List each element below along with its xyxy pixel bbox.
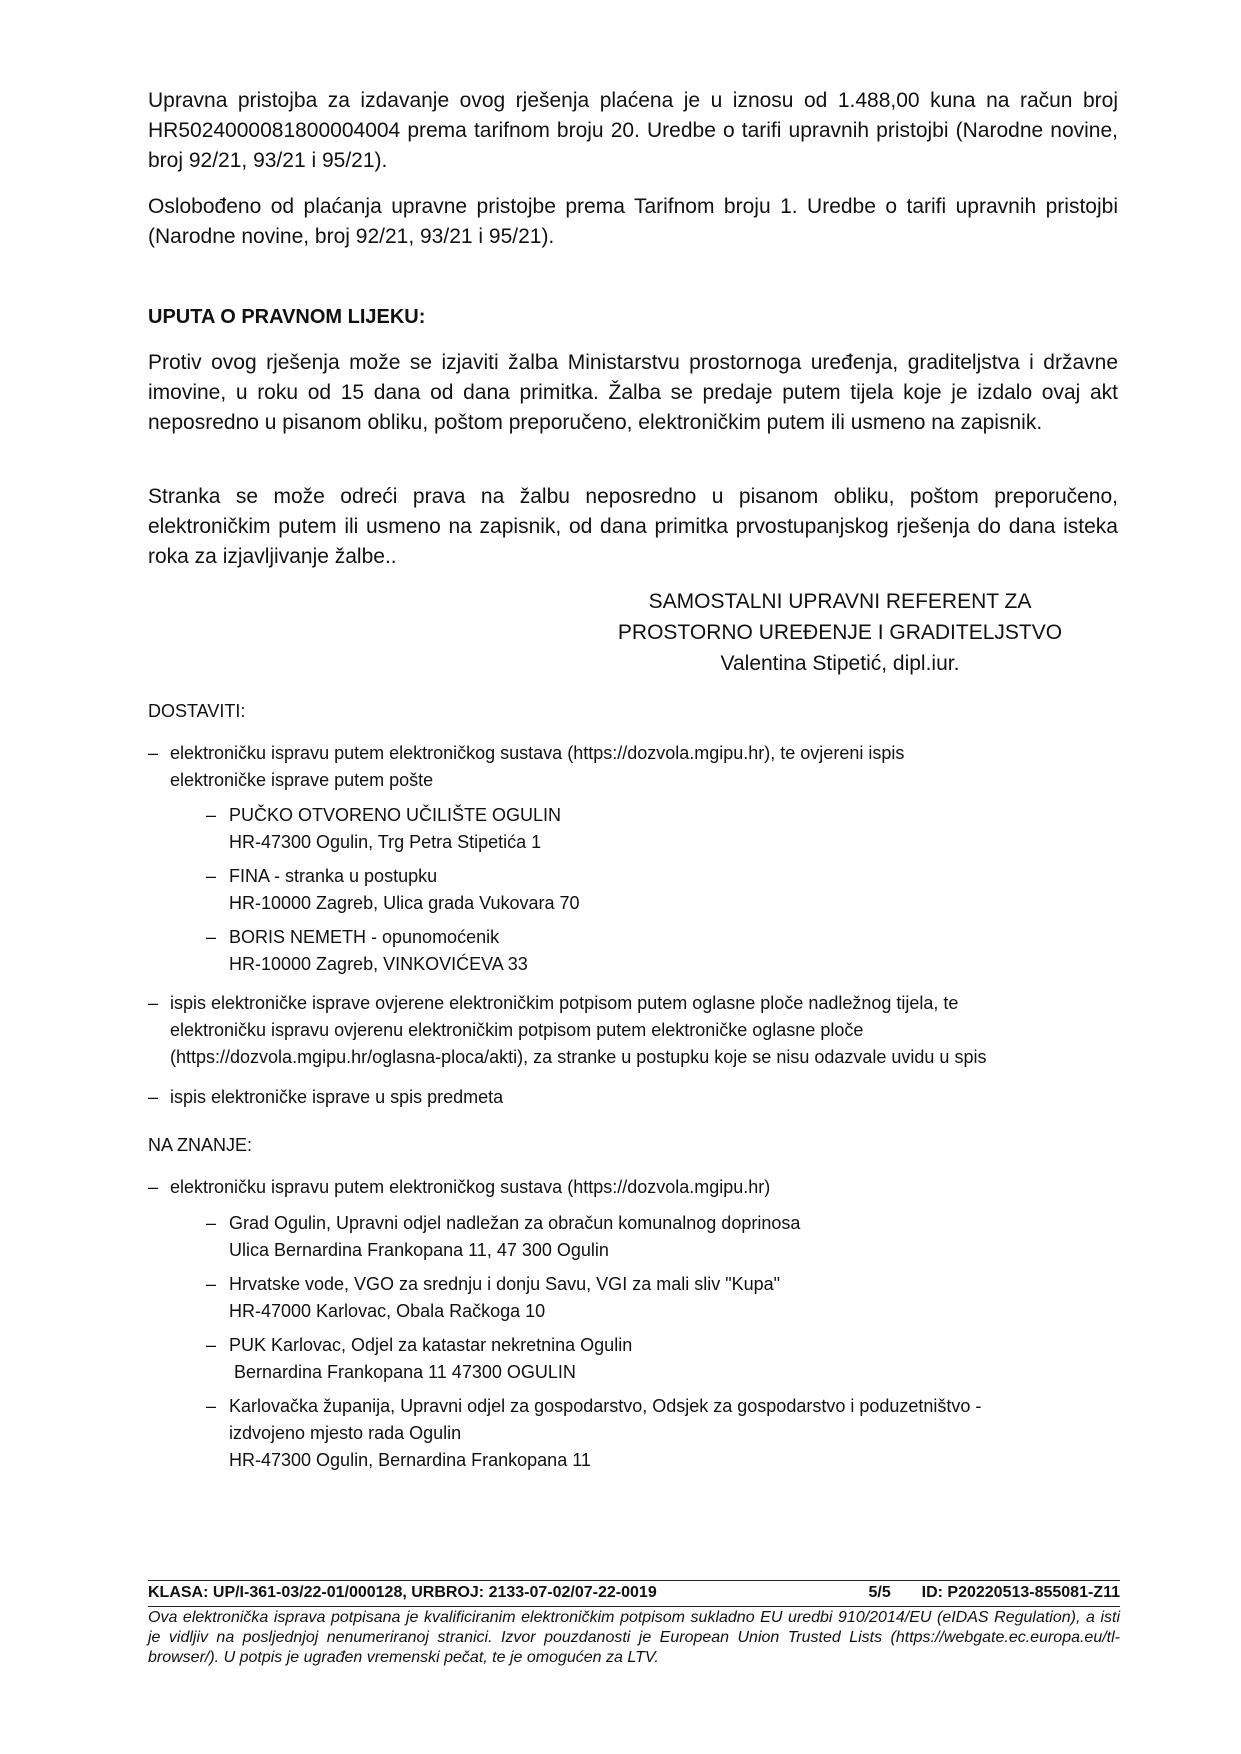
signature-title-2: PROSTORNO UREĐENJE I GRADITELJSTVO: [617, 621, 1063, 644]
list-dash: –: [206, 927, 217, 947]
deliver-item-2-line-3: (https://dozvola.mgipu.hr/oglasna-ploca/akti), za stranke u postupku koje se nisu odazvale uvidu u spis: [170, 1047, 987, 1067]
footer-signature-note: Ova elektronička isprava potpisana je kvalificiranim elektroničkim potpisom sukladno EU uredbi 910/2014/EU (eIDAS Regulation), a isti je vidljiv na posljednjoj nenumeriranoj stranici. Izvor pouzdanosti je European Union Trusted Lists (https://webgate.ec.europa.eu/tl-browser/). U potpis je ugrađen vremenski pečat, te je omogućen za LTV.: [148, 1609, 1120, 1666]
notice-item-1: elektroničku ispravu putem elektroničkog sustava (https://dozvola.mgipu.hr): [170, 1177, 771, 1197]
list-dash: –: [206, 1213, 217, 1233]
list-dash: –: [148, 1087, 159, 1107]
notice-recipient-3-address: Bernardina Frankopana 11 47300 OGULIN: [229, 1362, 576, 1382]
legal-remedy-heading: UPUTA O PRAVNOM LIJEKU:: [148, 306, 426, 328]
notice-recipient-3-name: PUK Karlovac, Odjel za katastar nekretnina Ogulin: [229, 1335, 633, 1355]
notice-recipient-4-name: Karlovačka županija, Upravni odjel za gospodarstvo, Odsjek za gospodarstvo i poduzetništvo -: [229, 1396, 982, 1416]
deliver-item-2-line-2: elektroničku ispravu ovjerenu elektroničkim potpisom putem elektroničke oglasne ploče: [170, 1020, 864, 1040]
legal-remedy-paragraph-1: Protiv ovog rješenja može se izjaviti žalba Ministarstvu prostornoga uređenja, graditeljstva i državne imovine, u roku od 15 dana od dana primitka. Žalba se predaje putem tijela koje je izdalo ovaj akt neposredno u pisanom obliku, poštom preporučeno, elektroničkim putem ili usmeno na zapisnik.: [148, 351, 1118, 434]
list-dash: –: [148, 743, 159, 763]
list-dash: –: [206, 1396, 217, 1416]
notice-recipient-2-name: Hrvatske vode, VGO za srednju i donju Savu, VGI za mali sliv "Kupa": [229, 1274, 781, 1294]
list-dash: –: [206, 866, 217, 886]
notice-recipient-1-name: Grad Ogulin, Upravni odjel nadležan za obračun komunalnog doprinosa: [229, 1213, 801, 1233]
deliver-recipient-3-address: HR-10000 Zagreb, VINKOVIĆEVA 33: [229, 954, 528, 974]
deliver-item-1-line-1: elektroničku ispravu putem elektroničkog sustava (https://dozvola.mgipu.hr), te ovjereni ispis: [170, 743, 905, 763]
deliver-item-1-line-2: elektroničke isprave putem pošte: [170, 770, 434, 790]
notice-recipient-4-name-cont: izdvojeno mjesto rada Ogulin: [229, 1423, 462, 1443]
notice-recipient-2-address: HR-47000 Karlovac, Obala Račkoga 10: [229, 1301, 546, 1321]
deliver-recipient-2-name: FINA - stranka u postupku: [229, 866, 438, 886]
deliver-label: DOSTAVITI:: [148, 701, 246, 721]
deliver-recipient-3-name: BORIS NEMETH - opunomoćenik: [229, 927, 500, 947]
footer-rule: [148, 1606, 1120, 1607]
footer-page-number: 5/5: [868, 1584, 891, 1601]
deliver-item-3: ispis elektroničke isprave u spis predmeta: [170, 1087, 504, 1107]
legal-remedy-paragraph-2: Stranka se može odreći prava na žalbu neposredno u pisanom obliku, poštom preporučeno, elektroničkim putem ili usmeno na zapisnik, od dana primitka prvostupanjskog rješenja do dana isteka roka za izjavljivanje žalbe..: [148, 485, 1118, 568]
notice-recipient-1-address: Ulica Bernardina Frankopana 11, 47 300 Ogulin: [229, 1240, 609, 1260]
fee-paragraph: Upravna pristojba za izdavanje ovog rješenja plaćena je u iznosu od 1.488,00 kuna na račun broj HR5024000081800004004 prema tarifnom broju 20. Uredbe o tarifi upravnih pristojbi (Narodne novine, broj 92/21, 93/21 i 95/21).: [148, 89, 1118, 172]
notice-label: NA ZNANJE:: [148, 1135, 253, 1155]
deliver-recipient-2-address: HR-10000 Zagreb, Ulica grada Vukovara 70: [229, 893, 580, 913]
list-dash: –: [206, 1274, 217, 1294]
signature-title-1: SAMOSTALNI UPRAVNI REFERENT ZA: [648, 590, 1032, 613]
footer-meta: [148, 1584, 1120, 1602]
deliver-recipient-1-address: HR-47300 Ogulin, Trg Petra Stipetića 1: [229, 832, 542, 852]
footer-klasa: KLASA: UP/I-361-03/22-01/000128, URBROJ: 2133-07-02/07-22-0019: [148, 1584, 657, 1601]
exemption-paragraph: Oslobođeno od plaćanja upravne pristojbe prema Tarifnom broju 1. Uredbe o tarifi upravnih pristojbi (Narodne novine, broj 92/21, 93/21 i 95/21).: [148, 195, 1118, 248]
footer-ids: [868, 1584, 1120, 1602]
signature-name: Valentina Stipetić, dipl.iur.: [720, 652, 960, 675]
list-dash: –: [148, 993, 159, 1013]
notice-recipient-4-address: HR-47300 Ogulin, Bernardina Frankopana 11: [229, 1450, 591, 1470]
list-dash: –: [206, 805, 217, 825]
footer-rule: [148, 1580, 1120, 1581]
deliver-recipient-1-name: PUČKO OTVORENO UČILIŠTE OGULIN: [229, 805, 562, 825]
list-dash: –: [148, 1177, 159, 1197]
deliver-item-2-line-1: ispis elektroničke isprave ovjerene elektroničkim potpisom putem oglasne ploče nadležnog tijela, te: [170, 993, 959, 1013]
list-dash: –: [206, 1335, 217, 1355]
signature-block: [560, 586, 1120, 679]
footer-document-id: ID: P20220513-855081-Z11: [921, 1584, 1120, 1601]
